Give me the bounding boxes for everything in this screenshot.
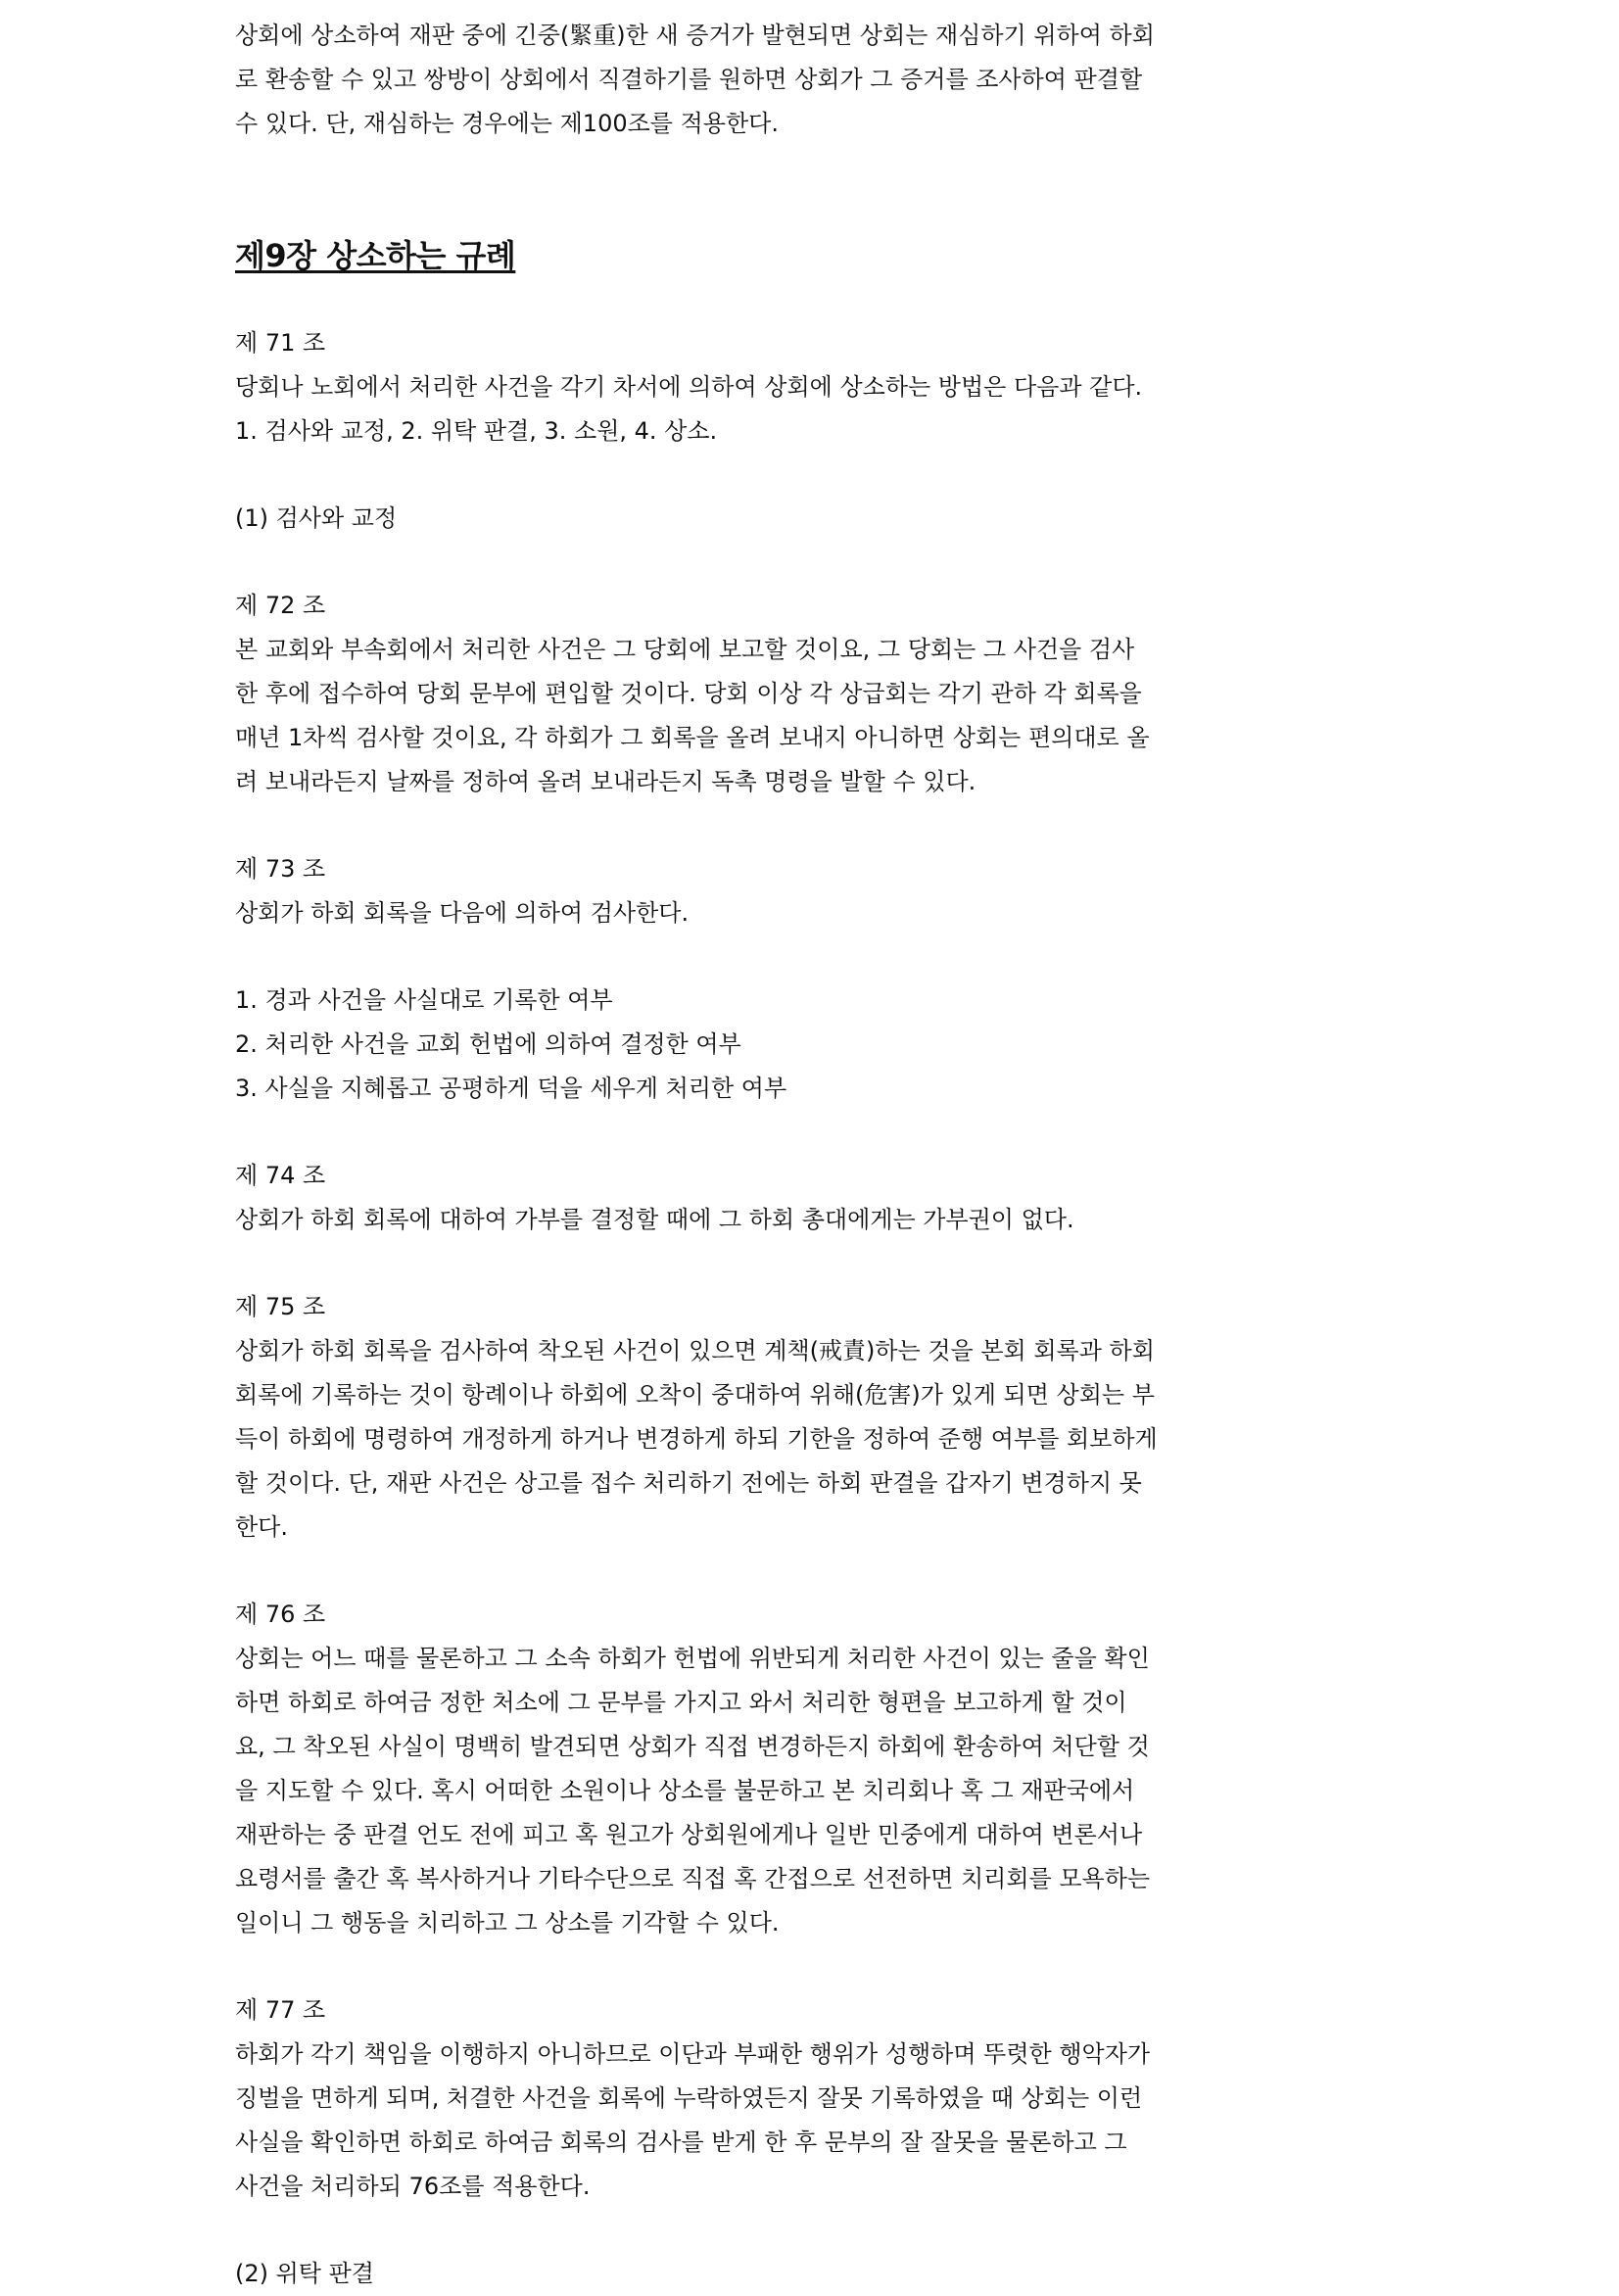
text-line: 상회는 어느 때를 물론하고 그 소속 하회가 헌법에 위반되게 처리한 사건이 있는 줄을 확인 [235,1645,1150,1672]
article-heading: 제 76 조 [235,1601,326,1628]
article-72 [235,584,1401,804]
text-line: 재판하는 중 판결 언도 전에 피고 혹 원고가 상회원에게나 일반 민중에게 대하여 변론서나 [235,1821,1143,1848]
intro-paragraph [235,14,1401,146]
article-71 [235,321,1401,454]
text-line: 수 있다. 단, 재심하는 경우에는 제100조를 적용한다. [235,110,779,137]
article-76 [235,1593,1401,1945]
text-line: 요, 그 착오된 사실이 명백히 발견되면 상회가 직접 변경하든지 하회에 환송하여 처단할 것 [235,1733,1150,1760]
text-line: 상회에 상소하여 재판 중에 긴중(緊重)한 새 증거가 발현되면 상회는 재심하기 위하여 하회 [235,22,1155,49]
article-73 [235,847,1401,1111]
article-heading: 제 77 조 [235,1996,326,2024]
text-line: 사건을 처리하되 76조를 적용한다. [235,2173,591,2200]
text-line: 하회가 각기 책임을 이행하지 아니하므로 이단과 부패한 행위가 성행하며 뚜렷한 행악자가 [235,2040,1151,2068]
article-heading: 제 71 조 [235,329,326,357]
article-heading: 제 73 조 [235,855,326,883]
article-77 [235,1988,1401,2209]
text-line: 상회가 하회 회록을 검사하여 착오된 사건이 있으면 계책(戒責)하는 것을 본회 회록과 하회 [235,1337,1155,1364]
text-line: 사실을 확인하면 하회로 하여금 회록의 검사를 받게 한 후 문부의 잘 잘못을 물론하고 그 [235,2129,1127,2156]
text-line: 일이니 그 행동을 치리하고 그 상소를 기각할 수 있다. [235,1909,780,1937]
text-line: 본 교회와 부속회에서 처리한 사건은 그 당회에 보고할 것이요, 그 당회는 그 사건을 검사 [235,636,1135,663]
text-line: 요령서를 출간 혹 복사하거나 기타수단으로 직접 혹 간접으로 선전하면 치리회를 모욕하는 [235,1865,1151,1892]
text-line: 을 지도할 수 있다. 혹시 어떠한 소원이나 상소를 불문하고 본 치리회나 혹 그 재판국에서 [235,1777,1135,1804]
article-heading: 제 75 조 [235,1293,326,1320]
text-line: 하면 하회로 하여금 정한 처소에 그 문부를 가지고 와서 처리한 형편을 보고하게 할 것이 [235,1689,1127,1716]
text-line: 할 것이다. 단, 재판 사건은 상고를 접수 처리하기 전에는 하회 판결을 갑자기 변경하지 못 [235,1469,1142,1497]
text-line: 당회나 노회에서 처리한 사건을 각기 차서에 의하여 상회에 상소하는 방법은 다음과 같다. [235,373,1143,401]
list-item: 2. 처리한 사건을 교회 헌법에 의하여 결정한 여부 [235,1030,741,1058]
text-line: 득이 하회에 명령하여 개정하게 하거나 변경하게 하되 기한을 정하여 준행 여부를 회보하게 [235,1425,1158,1453]
text-line: 징벌을 면하게 되며, 처결한 사건을 회록에 누락하였든지 잘못 기록하였을 때 상회는 이런 [235,2084,1143,2112]
text-line: 상회가 하회 회록에 대하여 가부를 결정할 때에 그 하회 총대에게는 가부권이 없다. [235,1206,1074,1233]
text-line: 매년 1차씩 검사할 것이요, 각 하회가 그 회록을 올려 보내지 아니하면 상회는 편의대로 올 [235,724,1150,751]
article-heading: 제 72 조 [235,592,326,619]
text-line: 한 후에 접수하여 당회 문부에 편입할 것이다. 당회 이상 각 상급회는 각기 관하 각 회록을 [235,680,1142,707]
text-line: 회록에 기록하는 것이 항례이나 하회에 오착이 중대하여 위해(危害)가 있게 되면 상회는 부 [235,1381,1155,1409]
text-line: 상회가 하회 회록을 다음에 의하여 검사한다. [235,899,690,927]
list-item: 3. 사실을 지혜롭고 공평하게 덕을 세우게 처리한 여부 [235,1075,787,1102]
list-item: 1. 경과 사건을 사실대로 기록한 여부 [235,986,613,1014]
chapter-title: 제9장 상소하는 규례 [235,237,516,274]
article-74 [235,1154,1401,1242]
text-line: 한다. [235,1513,288,1541]
text-line: 로 환송할 수 있고 쌍방이 상회에서 직결하기를 원하면 상회가 그 증거를 조사하여 판결할 [235,66,1143,93]
document-page [235,14,1401,2296]
text-line: 1. 검사와 교정, 2. 위탁 판결, 3. 소원, 4. 상소. [235,417,718,445]
article-heading: 제 74 조 [235,1162,326,1189]
section-heading: (1) 검사와 교정 [235,504,398,532]
text-line: 려 보내라든지 날짜를 정하여 올려 보내라든지 독촉 명령을 발할 수 있다. [235,768,976,795]
article-75 [235,1285,1401,1550]
section-heading: (2) 위탁 판결 [235,2260,374,2287]
